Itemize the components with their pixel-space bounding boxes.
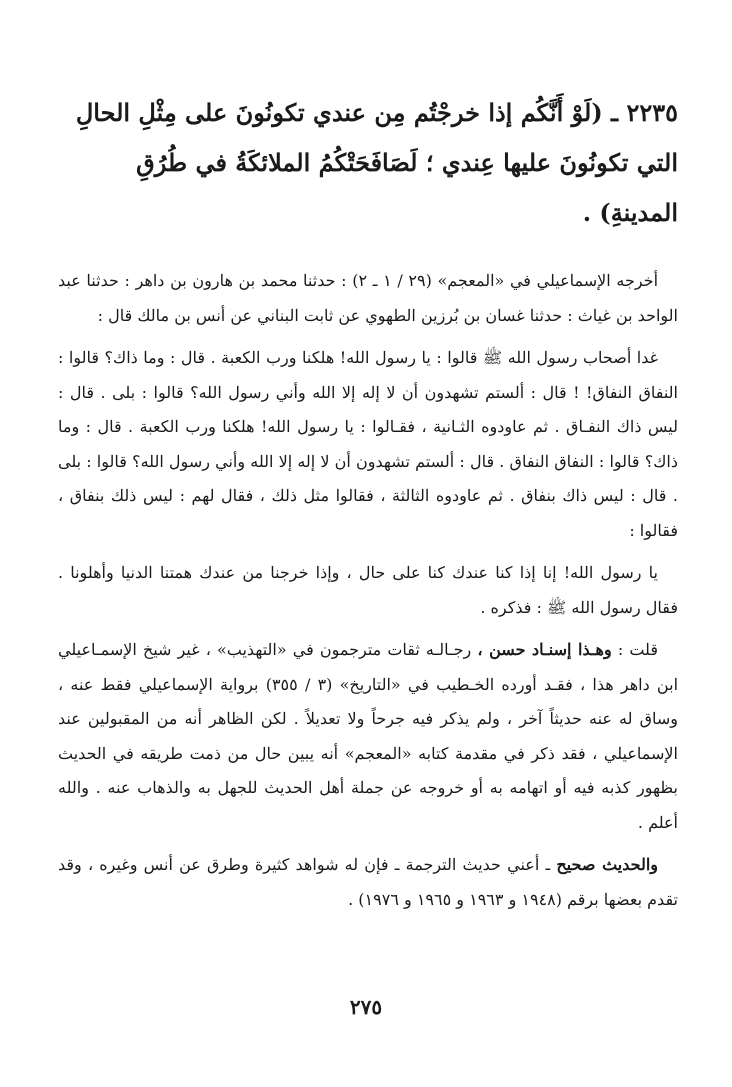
isnad-grade: وهـذا إسنـاد حسن ، — [477, 640, 612, 659]
paragraph-hadith-continuation: يا رسول الله! إنا إذا كنا عندك كنا على حال ، وإذا خرجنا من عندك همتنا الدنيا وأهلونا . فقال رسول الله ﷺ : فذكره . — [58, 563, 678, 617]
grade-text: ـ أعني حديث الترجمة ـ فإن له شواهد كثيرة وطرق عن أنس وغيره ، وقد تقدم بعضها برقم (١٩٤٨ و ١٩٦٣ و ١٩٦٥ و ١٩٧٦) . — [58, 855, 678, 909]
commentary-lead: قلت : — [617, 640, 658, 659]
paragraph-isnad-commentary — [58, 633, 678, 840]
page-number: ٢٧٥ — [349, 995, 383, 1019]
paragraph-hadith-narration: غدا أصحاب رسول الله ﷺ قالوا : يا رسول الله! هلكنا ورب الكعبة . قال : وما ذاك؟ قالوا : النفاق النفاق! ! قال : ألستم تشهدون أن لا إله إلا الله وأني رسول الله؟ قالوا : بلى . قال : ليس ذاك النفـاق . ثم عاودوه الثـانية ، فقـالوا : يا رسول الله! هلكنا ورب الكعبة . قال : وما ذاك؟ قالوا : النفاق النفاق . قال : ألستم تشهدون أن لا إله إلا الله وأني رسول الله؟ قالوا : بلى . قال : ليس ذاك بنفاق . ثم عاودوه الثالثة ، فقالوا مثل ذلك ، فقال لهم : ليس ذلك بنفاق ، فقالوا : — [58, 348, 679, 540]
commentary-text: رجـالـه ثقات مترجمون في «التهذيب» ، غير شيخ الإسمـاعيلي ابن داهر هذا ، فقـد أورده الخـطيب في «التاريخ» (٣ / ٣٥٥) برواية الإسماعيلي فقط عنه ، وساق له عنه حديثاً آخر ، ولم يذكر فيه جرحاً ولا تعديلاً . لكن الظاهر أنه من المقبولين عند الإسماعيلي ، فقد ذكر في مقدمة كتابه «المعجم» أنه يبين حال من ذمت طريقه في الحديث بظهور كذبه فيه أو اتهامه به أو خروجه عن جملة أهل الحديث للجهل به والذهاب عنه . والله أعلم . — [58, 640, 679, 832]
page-body — [58, 88, 678, 925]
paragraph-hadith-grade — [58, 848, 678, 917]
hadith-title: ٢٢٣٥ ـ (لَوْ أَنَّكُم إذا خرجْتُم مِن عندي تكونُونَ على مِثْلِ الحالِ التي تكونُونَ عليها عِندي ؛ لَصَافَحَتْكُمُ الملائكَةُ في طُرُقِ المدينةِ) . — [75, 98, 678, 227]
hadith-grade: والحديث صحيح — [556, 855, 659, 874]
paragraph-takhrij: أخرجه الإسماعيلي في «المعجم» (٢٩ / ١ ـ ٢) : حدثنا محمد بن هارون بن داهر : حدثنا عبد الواحد بن غياث : حدثنا غسان بن بُرزين الطهوي عن ثابت البناني عن أنس بن مالك قال : — [58, 271, 678, 325]
